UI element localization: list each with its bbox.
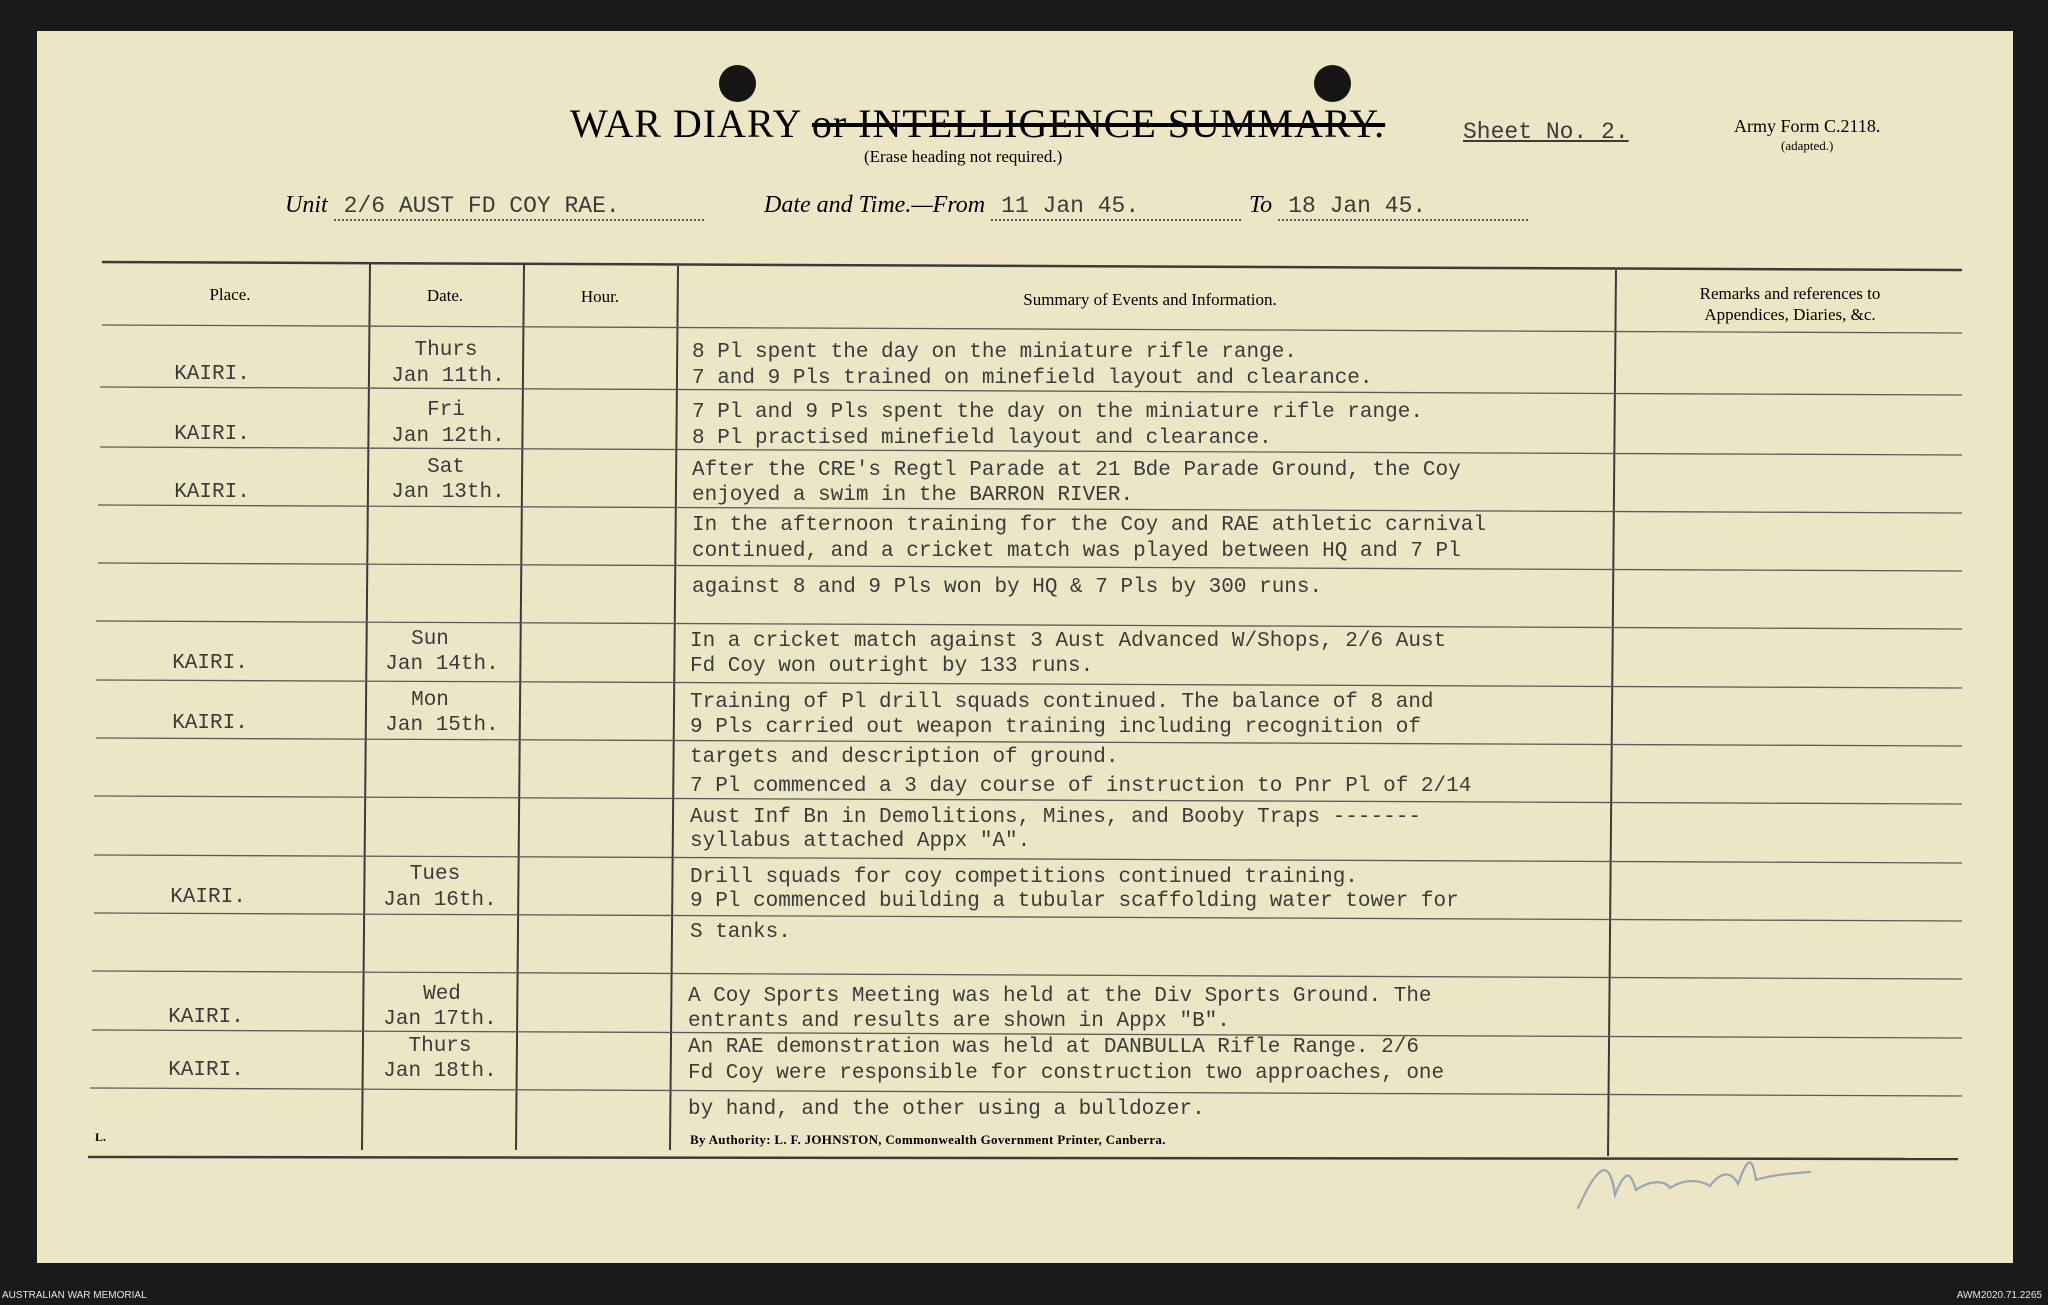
entry-date: Jan 11th.	[391, 365, 505, 388]
summary-line: In a cricket match against 3 Aust Advanced W/Shops, 2/6 Aust	[690, 630, 1447, 653]
row-rule	[92, 971, 1962, 979]
summary-line: targets and description of ground.	[690, 746, 1119, 769]
summary-line: 7 and 9 Pls trained on minefield layout and clearance.	[692, 367, 1373, 390]
summary-line: Aust Inf Bn in Demolitions, Mines, and Booby Traps -------	[690, 806, 1421, 829]
summary-line: S tanks.	[690, 921, 791, 944]
entry-day: Thurs	[408, 1035, 472, 1058]
column-rule-hour	[670, 266, 678, 1150]
entry-date: Jan 15th.	[385, 714, 499, 737]
summary-line: In the afternoon training for the Coy and RAE athletic carnival	[692, 514, 1486, 537]
entry-place: KAIRI.	[172, 712, 248, 735]
summary-line: A Coy Sports Meeting was held at the Div Sports Ground. The	[688, 985, 1432, 1008]
col-header-summary: Summary of Events and Information.	[1023, 290, 1277, 309]
erase-note: (Erase heading not required.)	[864, 147, 1063, 166]
summary-line: 9 Pl commenced building a tubular scaffolding water tower for	[690, 890, 1459, 913]
row-rule	[94, 913, 1962, 921]
row-rule	[90, 1088, 1962, 1096]
row-rule	[102, 325, 1962, 333]
army-form-number: Army Form C.2118.	[1734, 116, 1881, 136]
entry-place: KAIRI.	[168, 1006, 244, 1029]
unit-label: Unit	[285, 192, 328, 218]
summary-line: 7 Pl commenced a 3 day course of instruction to Pnr Pl of 2/14	[690, 775, 1472, 798]
summary-line: 9 Pls carried out weapon training including recognition of	[690, 716, 1421, 739]
sheet-number: Sheet No. 2.	[1463, 119, 1629, 145]
summary-line: continued, and a cricket match was played between HQ and 7 Pl	[692, 540, 1461, 563]
archive-credit: AUSTRALIAN WAR MEMORIAL	[2, 1290, 147, 1301]
unit-value: 2/6 AUST FD COY RAE.	[334, 193, 704, 221]
entry-place: KAIRI.	[174, 363, 250, 386]
entry-date: Jan 13th.	[391, 481, 505, 504]
col-header-remarks-line2: Appendices, Diaries, &c.	[1704, 305, 1876, 324]
title-main: WAR DIARY	[570, 101, 801, 146]
entry-date: Jan 18th.	[383, 1060, 497, 1083]
summary-line: Training of Pl drill squads continued. The balance of 8 and	[690, 691, 1434, 714]
entry-day: Mon	[411, 689, 449, 712]
summary-line: 8 Pl practised minefield layout and clearance.	[692, 427, 1272, 450]
col-header-date: Date.	[426, 286, 464, 305]
table-top-rule	[102, 262, 1962, 270]
summary-line: by hand, and the other using a bulldozer.	[688, 1098, 1205, 1121]
entry-place: KAIRI.	[170, 886, 246, 909]
col-header-hour: Hour.	[580, 287, 620, 306]
entry-place: KAIRI.	[168, 1059, 244, 1082]
date-to-value: 18 Jan 45.	[1278, 193, 1528, 221]
date-from-label: Date and Time.—From	[764, 192, 986, 218]
summary-line: 8 Pl spent the day on the miniature rifle range.	[692, 341, 1297, 364]
army-form-adapted: (adapted.)	[1781, 138, 1834, 153]
summary-line: 7 Pl and 9 Pls spent the day on the miniature rifle range.	[692, 401, 1423, 424]
entry-day: Tues	[409, 863, 461, 886]
entry-place: KAIRI.	[172, 652, 248, 675]
col-header-remarks-line1: Remarks and references to	[1699, 284, 1881, 303]
entry-day: Fri	[427, 399, 465, 422]
entry-date: Jan 16th.	[383, 889, 497, 912]
entry-date: Jan 17th.	[383, 1008, 497, 1031]
summary-line: against 8 and 9 Pls won by HQ & 7 Pls by 300 runs.	[692, 576, 1323, 599]
title-struck: or INTELLIGENCE SUMMARY.	[811, 101, 1386, 146]
archive-accession: AWM2020.71.2265	[1956, 1290, 2042, 1301]
entry-place: KAIRI.	[174, 423, 250, 446]
summary-line: Fd Coy won outright by 133 runs.	[690, 655, 1094, 678]
summary-line: syllabus attached Appx "A".	[690, 830, 1031, 853]
signature-scrawl	[1570, 1150, 1830, 1220]
summary-line: After the CRE's Regtl Parade at 21 Bde Parade Ground, the Coy	[692, 459, 1461, 482]
entry-place: KAIRI.	[174, 481, 250, 504]
summary-line: enjoyed a swim in the BARRON RIVER.	[692, 484, 1134, 507]
date-to-label: To	[1249, 192, 1273, 218]
row-rule	[98, 563, 1962, 571]
entry-day: Sun	[411, 628, 449, 651]
summary-line: An RAE demonstration was held at DANBULLA Rifle Range. 2/6	[688, 1036, 1419, 1059]
col-header-remarks	[1630, 283, 1950, 325]
date-from-value: 11 Jan 45.	[991, 193, 1241, 221]
entry-date: Jan 14th.	[385, 653, 499, 676]
printer-credit: By Authority: L. F. JOHNSTON, Commonwealth Government Printer, Canberra.	[690, 1132, 1166, 1147]
signature-stroke	[1578, 1162, 1810, 1208]
entry-date: Jan 12th.	[391, 425, 505, 448]
col-header-place: Place.	[209, 285, 251, 304]
entry-day: Wed	[423, 983, 461, 1006]
entry-day: Thurs	[414, 339, 478, 362]
entry-day: Sat	[427, 456, 465, 479]
summary-line: Fd Coy were responsible for construction two approaches, one	[688, 1062, 1445, 1085]
summary-line: Drill squads for coy competitions continued training.	[690, 866, 1358, 889]
footer-mark: L.	[95, 1130, 107, 1144]
column-rule-summary	[1608, 270, 1616, 1156]
row-rule	[96, 680, 1962, 688]
summary-line: entrants and results are shown in Appx "B".	[688, 1010, 1230, 1033]
